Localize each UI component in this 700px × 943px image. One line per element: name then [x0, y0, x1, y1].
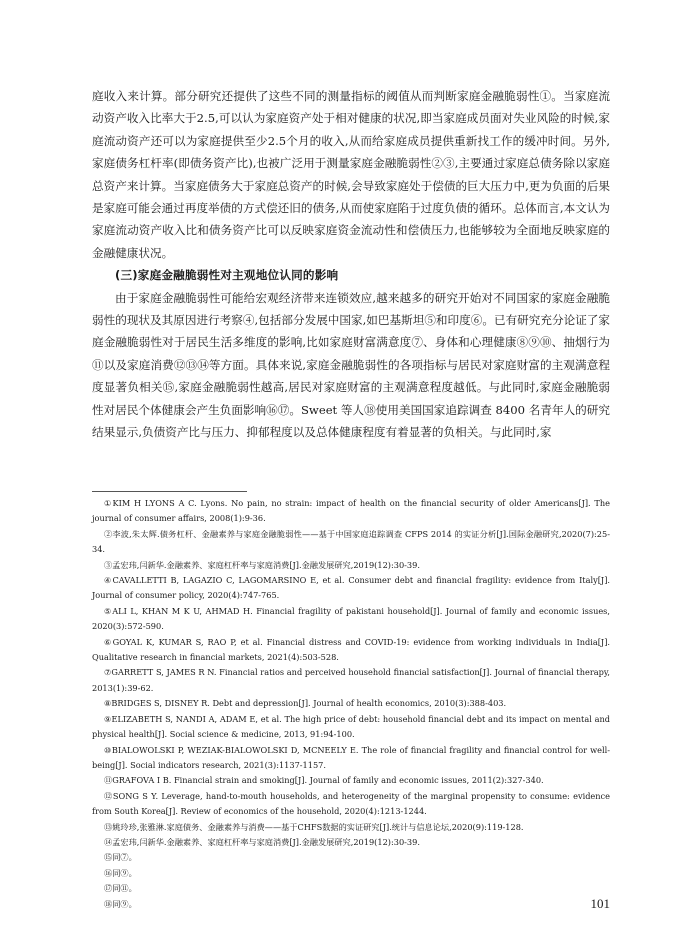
footnote: ⑧BRIDGES S, DISNEY R. Debt and depression[J]. Journal of health economics, 2010(3):388-403. — [104, 698, 507, 709]
footnote: ⑯同⑨。 — [104, 867, 137, 878]
page-number: 101 — [590, 896, 610, 911]
footnote: ⑫SONG S Y. Leverage, hand-to-mouth households, and heterogeneity of the marginal propensity to consume: evidence from South Korea[J]. Review of economics of the household, 2020(4):1213-1244. — [92, 790, 610, 817]
footnote: ⑮同⑦。 — [104, 852, 137, 863]
section-heading: (三)家庭金融脆弱性对主观地位认同的影响 — [115, 268, 339, 283]
footnote: ①KIM H LYONS A C. Lyons. No pain, no strain: impact of health on the financial security of older Americans[J]. The journal of consumer affairs, 2008(1):9-36. — [92, 498, 610, 524]
footnote: ⑤ALI L, KHAN M K U, AHMAD H. Financial fragility of pakistani household[J]. Journal of family and economic issues, 2020(3):572-590. — [92, 605, 610, 632]
footnote: ⑥GOYAL K, KUMAR S, RAO P, et al. Financial distress and COVID-19: evidence from working individuals in India[J]. Qualitative research in financial markets, 2021(4):503-528. — [92, 636, 610, 663]
footnote: ④CAVALLETTI B, LAGAZIO C, LAGOMARSINO E, et al. Consumer debt and financial fragility: evidence from Italy[J]. Journal of consumer policy, 2020(4):747-765. — [92, 575, 610, 601]
footnote: ⑰同⑪。 — [104, 883, 137, 894]
footnote: ⑪GRAFOVA I B. Financial strain and smoking[J]. Journal of family and economic issues, 2011(2):327-340. — [104, 775, 544, 786]
footnote: ⑬姚玲珍,张雅淋.家庭债务、金融素养与消费——基于CHFS数据的实证研究[J].统计与信息论坛,2020(9):119-128. — [104, 821, 524, 832]
footnote-divider — [92, 491, 247, 492]
footnote: ②李波,朱太辉.债务杠杆、金融素养与家庭金融脆弱性——基于中国家庭追踪调查 CFPS 2014 的实证分析[J].国际金融研究,2020(7):25-34. — [92, 528, 610, 555]
paragraph-1: 庭收入来计算。部分研究还提供了这些不同的测量指标的阈值从而判断家庭金融脆弱性①。当家庭流动资产收入比率大于2.5,可以认为家庭资产处于相对健康的状况,即当家庭成员面对失业风险的时候,家庭流动资产还可以为家庭提供至少2.5个月的收入,从而给家庭成员提供重新找工作的缓冲时间。另外,家庭债务杠杆率(即债务资产比),也被广泛用于测量家庭金融脆弱性②③,主要通过家庭总债务除以家庭总资产来计算。当家庭债务大于家庭总资产的时候,会导致家庭处于偿债的巨大压力中,更为负面的后果是家庭可能会通过再度举债的方式偿还旧的债务,从而使家庭陷于过度负债的循环。总体而言,本文认为家庭流动资产收入比和债务资产比可以反映家庭资金流动性和偿债压力,也能够较为全面地反映家庭的金融健康状况。 — [92, 89, 610, 260]
footnote: ⑩BIALOWOLSKI P, WEZIAK-BIALOWOLSKI D, MCNEELY E. The role of financial fragility and financial control for well-being[J]. Social indicators research, 2021(3):1137-1157. — [92, 744, 610, 770]
footnote: ⑱同⑨。 — [104, 898, 137, 909]
paragraph-2: 由于家庭金融脆弱性可能给宏观经济带来连锁效应,越来越多的研究开始对不同国家的家庭金融脆弱性的现状及其原因进行考察④,包括部分发展中国家,如巴基斯坦⑤和印度⑥。已有研究充分论证了家庭金融脆弱性对于居民生活多维度的影响,比如家庭财富满意度⑦、身体和心理健康⑧⑨⑩、抽烟行为⑪以及家庭消费⑫⑬⑭等方面。具体来说,家庭金融脆弱性的各项指标与居民对家庭财富的主观满意程度显著负相关⑮,家庭金融脆弱性越高,居民对家庭财富的主观满意程度越低。与此同时,家庭金融脆弱性对居民个体健康会产生负面影响⑯⑰。Sweet 等人⑱使用美国国家追踪调查 8400 名青年人的研究结果显示,负债资产比与压力、抑郁程度以及总体健康程度有着显著的负相关。与此同时,家 — [92, 290, 610, 440]
footnote: ⑭孟宏玮,闫新华.金融素养、家庭杠杆率与家庭消费[J].金融发展研究,2019(12):30-39. — [104, 836, 420, 847]
footnote: ③孟宏玮,闫新华.金融素养、家庭杠杆率与家庭消费[J].金融发展研究,2019(12):30-39. — [104, 559, 420, 570]
footnote: ⑦GARRETT S, JAMES R N. Financial ratios and perceived household financial satisfaction[J]. Journal of financial therapy, 2013(1):39-62. — [92, 667, 610, 693]
footnotes — [92, 496, 610, 912]
footnote: ⑨ELIZABETH S, NANDI A, ADAM E, et al. The high price of debt: household financial debt and its impact on mental and physical health[J]. Social science & medicine, 2013, 91:94-100. — [92, 713, 610, 740]
body-text — [92, 85, 610, 444]
